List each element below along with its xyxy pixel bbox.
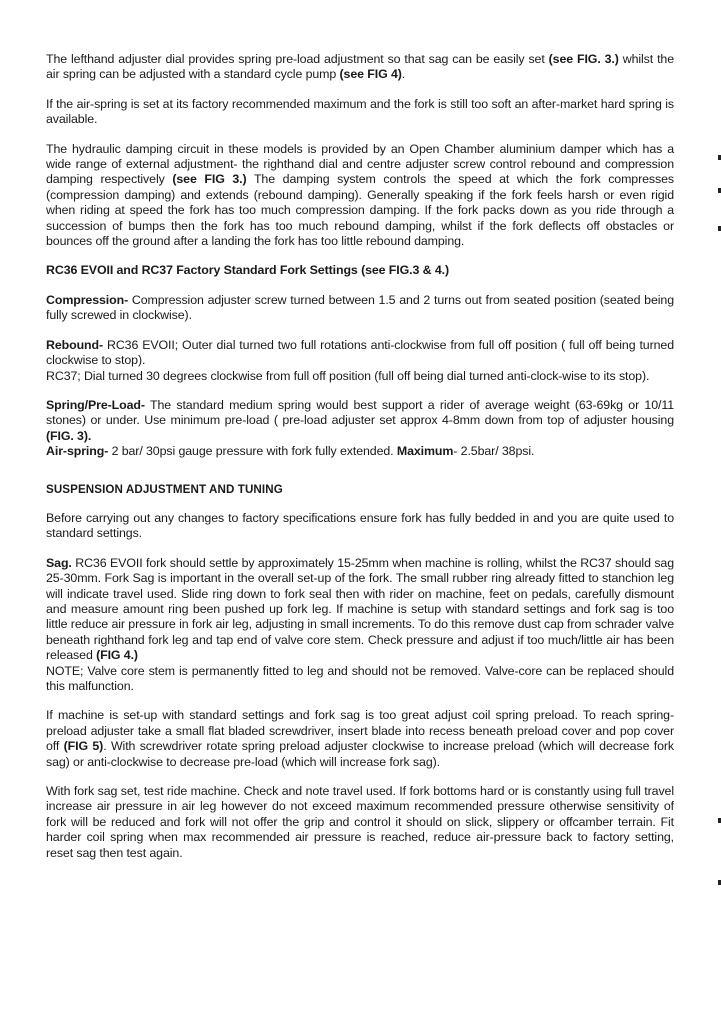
setting-label: Compression- [46,292,129,307]
preload-intro-paragraph [46,52,674,83]
suspension-tuning-heading: SUSPENSION ADJUSTMENT AND TUNING [46,482,283,496]
setting-label: Rebound- [46,337,104,352]
rebound-setting-rc37: RC37; Dial turned 30 degrees clockwise from full off position (full off being dial turned anti-clock-wise to its stop). [46,368,650,383]
spring-preload-setting [46,398,674,444]
figure-reference: (FIG 5) [63,739,104,754]
figure-reference: (see FIG. 3.) [548,52,619,66]
setting-label: Spring/Pre-Load- [46,397,145,412]
setting-text: - 2.5bar/ 38psi. [453,444,535,459]
coil-preload-paragraph [46,708,674,770]
before-changes-paragraph: Before carrying out any changes to factory specifications ensure fork has fully bedded in and you are quite used to standard settings. [46,510,674,541]
text: The damping system controls the speed at which the fork compresses (compression damping) and extends (rebound damping). Generally speaking if the fork feels harsh or even rigid when riding at speed the fork has too much compression damping. If the fork packs down as you ride through a succession of bumps then the fork has too much rebound damping, whilst if the fork deflects off obstacles or bounces off the ground after a landing the fork has too little rebound damping. [46,172,674,249]
test-ride-paragraph: With fork sag set, test ride machine. Check and note travel used. If fork bottoms hard or is constantly using full travel increase air pressure in air leg however do not exceed maximum recommended pressure otherwise sensitivity of fork will be reduced and fork will not offer the grip and control it should on slick, slippery or offcamber terrain. Fit harder coil spring when max recommended air pressure is reached, reduce air-pressure back to factory setting, reset sag then test again. [46,784,674,860]
compression-setting [46,293,674,324]
text: RC36 EVOII fork should settle by approximately 15-25mm when machine is rolling, whilst the RC37 should sag 25-30mm. Fork Sag is important in the overall set-up of the fork. The small rubber ring already fitted to stanchion leg will indicate travel used. Slide ring down to fork seal then with rider on machine, feet on pedals, carefully dismount and measure amount ring been pushed up fork leg. If machine is setup with standard settings and fork sag is too little reduce air pressure in fork air leg, adjusting in small increments. To do this remove dust cap from schrader valve beneath righthand fork leg and tap end of valve core stem. Check pressure and adjust if too much/little air has been released [46,555,674,663]
air-spring-paragraph: If the air-spring is set at its factory recommended maximum and the fork is still too soft an after-market hard spring is available. [46,96,674,127]
setting-text: 2 bar/ 30psi gauge pressure with fork fully extended. [108,444,397,459]
sag-paragraph [46,556,674,664]
setting-label: Air-spring- [46,444,109,459]
figure-reference: (see FIG 4) [339,67,402,82]
setting-text: Compression adjuster screw turned between 1.5 and 2 turns out from seated position (seated being fully screwed in clockwise). [46,292,674,323]
text: . [401,67,406,82]
manual-page [46,52,674,861]
air-spring-setting [46,444,674,459]
setting-text: RC36 EVOII; Outer dial turned two full rotations anti-clockwise from full off position ( full off being turned clockwise to stop). [46,337,674,368]
valve-note: NOTE; Valve core stem is permanently fitted to leg and should not be removed. Valve-core can be replaced should this malfunction. [46,663,674,693]
hydraulic-damping-paragraph [46,142,674,250]
maximum-label: Maximum [396,444,454,459]
rebound-setting [46,338,674,369]
figure-reference: (FIG. 3). [46,428,92,443]
text: If machine is set-up with standard settings and fork sag is too great adjust coil spring preload. To reach spring-preload adjuster take a small flat bladed screwdriver, insert blade into recess beneath preload cover and pop cover off [46,708,674,754]
sag-label: Sag. [46,555,72,570]
figure-reference: (FIG 4.) [96,648,138,663]
setting-text: The standard medium spring would best support a rider of average weight (63-69kg or 10/11 stones) or under. Use minimum pre-load ( pre-load adjuster set approx 4-8mm down from top of adjuster housing [46,397,674,428]
text: The hydraulic damping circuit in these models is provided by an Open Chamber aluminium damper which has a wide range of external adjustment- the righthand dial and centre adjuster screw control rebound and compression damping respectively [46,141,674,187]
text: . With screwdriver rotate spring preload adjuster clockwise to increase preload (which will decrease fork sag) or anti-clockwise to decrease pre-load (which will increase fork sag). [46,739,674,769]
text: The lefthand adjuster dial provides spring pre-load adjustment so that sag can be easily set [46,52,549,66]
figure-reference: (see FIG 3.) [172,172,247,187]
factory-settings-heading: RC36 EVOII and RC37 Factory Standard Fork Settings (see FIG.3 & 4.) [46,263,449,278]
text: whilst the air spring can be adjusted with a standard cycle pump [46,52,674,82]
